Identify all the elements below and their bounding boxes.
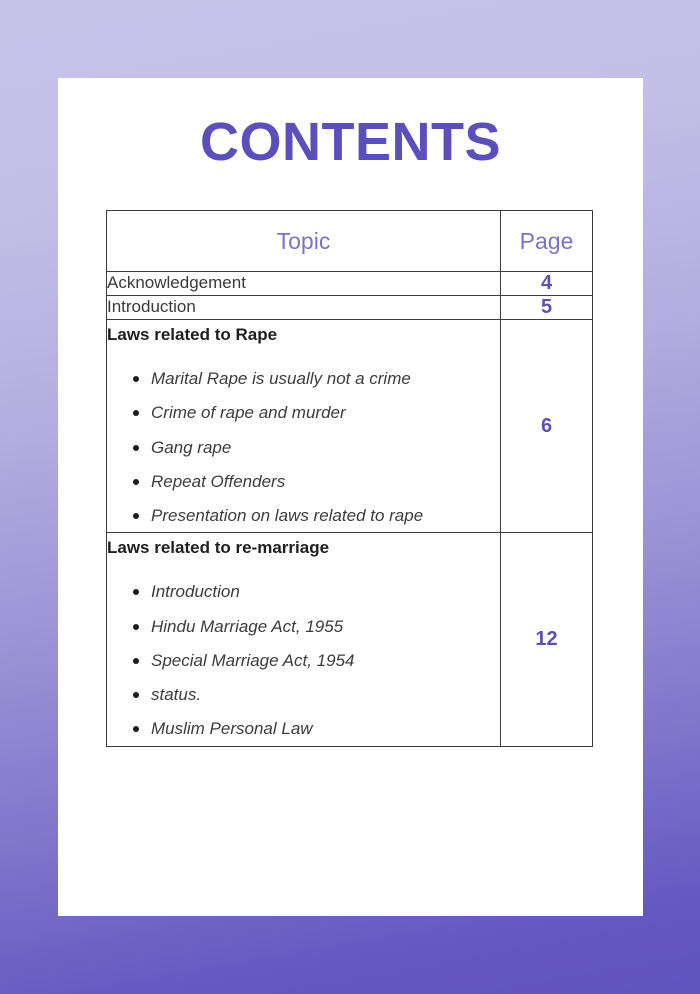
bullet-icon	[133, 726, 139, 732]
table-row	[107, 272, 593, 296]
list-item-label: Introduction	[151, 582, 240, 602]
list-item	[107, 581, 500, 602]
topic-subitem-list	[107, 581, 500, 739]
list-item	[107, 437, 500, 458]
bullet-icon	[133, 658, 139, 664]
topic-cell	[107, 533, 501, 746]
list-item	[107, 505, 500, 526]
table-row	[107, 320, 593, 533]
column-header-page-label: Page	[519, 227, 574, 254]
list-item-label: Crime of rape and murder	[151, 403, 346, 423]
page-number-cell: 6	[501, 320, 593, 533]
table-row	[107, 533, 593, 746]
table-row	[107, 296, 593, 320]
list-item-label: Special Marriage Act, 1954	[151, 650, 355, 670]
bullet-icon	[133, 513, 139, 519]
topic-cell	[107, 296, 501, 320]
list-item-label: Marital Rape is usually not a crime	[151, 369, 411, 389]
column-header-topic	[107, 211, 501, 272]
page-number-cell: 5	[501, 296, 593, 320]
topic-group-title: Laws related to re-marriage	[107, 538, 330, 558]
bullet-icon	[133, 692, 139, 698]
list-item	[107, 718, 500, 739]
column-header-topic-label: Topic	[276, 227, 331, 254]
bullet-icon	[133, 479, 139, 485]
topic-subitem-list	[107, 368, 500, 526]
bullet-icon	[133, 589, 139, 595]
list-item	[107, 471, 500, 492]
topic-cell	[107, 272, 501, 296]
bullet-icon	[133, 376, 139, 382]
list-item-label: Repeat Offenders	[151, 471, 286, 491]
bullet-icon	[133, 624, 139, 630]
topic-label: Introduction	[107, 297, 196, 317]
topic-cell	[107, 320, 501, 533]
bullet-icon	[133, 410, 139, 416]
list-item-label: Gang rape	[151, 437, 232, 457]
list-item	[107, 616, 500, 637]
list-item-label: Hindu Marriage Act, 1955	[151, 616, 344, 636]
table-header-row	[107, 211, 593, 272]
contents-table	[106, 210, 593, 747]
page-number-cell: 4	[501, 272, 593, 296]
column-header-page	[501, 211, 593, 272]
list-item-label: Presentation on laws related to rape	[151, 506, 424, 526]
list-item-label: Muslim Personal Law	[151, 719, 313, 739]
topic-group-title: Laws related to Rape	[107, 325, 278, 344]
list-item-label: status.	[151, 685, 202, 705]
document-page	[58, 78, 643, 916]
bullet-icon	[133, 445, 139, 451]
topic-label: Acknowledgement	[107, 273, 246, 293]
page-title: CONTENTS	[200, 112, 501, 172]
page-number-cell: 12	[501, 533, 593, 746]
list-item	[107, 684, 500, 705]
list-item	[107, 650, 500, 671]
list-item	[107, 402, 500, 423]
list-item	[107, 368, 500, 389]
